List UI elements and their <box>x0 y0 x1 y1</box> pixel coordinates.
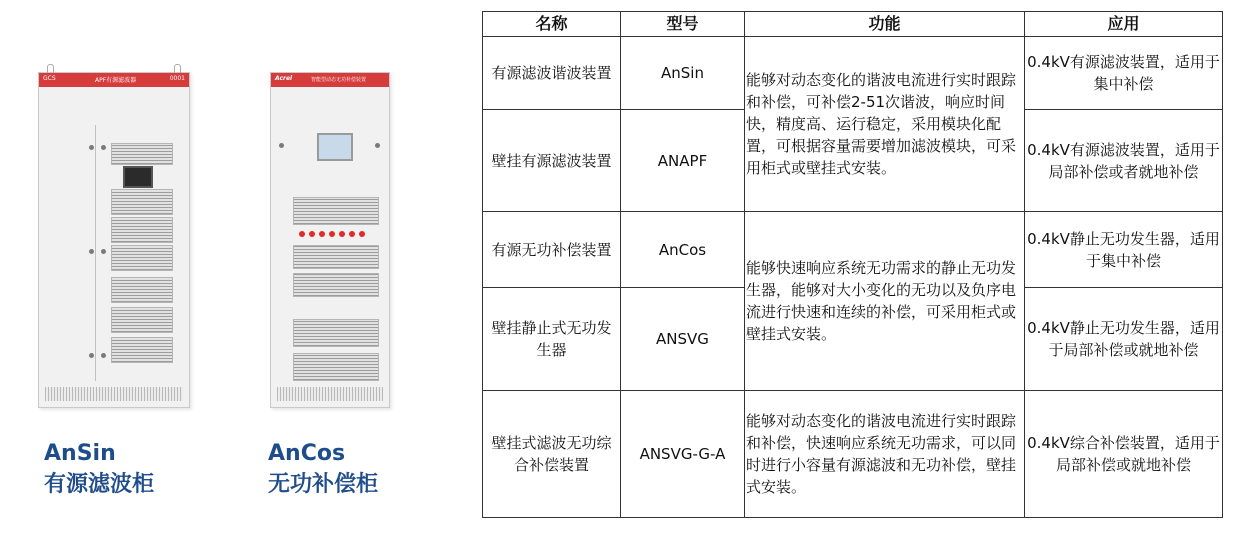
ansin-cabinet-image <box>38 72 190 408</box>
cell-name: 有源滤波谐波装置 <box>483 37 621 110</box>
cabinet-panel-label-center: APF有源滤波器 <box>95 77 137 84</box>
header-application: 应用 <box>1025 12 1223 37</box>
control-screen <box>123 166 153 188</box>
cabinet-panel-label-center: 智能型动态无功补偿装置 <box>311 77 367 83</box>
cabinet-panel-label-left: GCS <box>43 75 56 82</box>
cell-function: 能够对动态变化的谐波电流进行实时跟踪和补偿，可补偿2-51次谐波，响应时间快，精度高、运行稳定，采用模块化配置，可根据容量需要增加滤波模块，可采用柜式或壁挂式安装。 <box>745 37 1025 212</box>
cell-application: 0.4kV静止无功发生器，适用于集中补偿 <box>1025 212 1223 288</box>
cell-application: 0.4kV静止无功发生器，适用于局部补偿或就地补偿 <box>1025 288 1223 391</box>
cell-name: 有源无功补偿装置 <box>483 212 621 288</box>
cell-name: 壁挂静止式无功发生器 <box>483 288 621 391</box>
ancos-cabinet-image <box>270 72 390 408</box>
cell-model: ANSVG <box>621 288 745 391</box>
cell-model: ANAPF <box>621 110 745 212</box>
header-name: 名称 <box>483 12 621 37</box>
ancos-caption <box>268 438 378 500</box>
cabinet-top-band <box>271 73 389 87</box>
table-row <box>483 37 1223 110</box>
product-table <box>482 11 1223 518</box>
table-row <box>483 391 1223 518</box>
cell-application: 0.4kV有源滤波装置，适用于集中补偿 <box>1025 37 1223 110</box>
ancos-caption-model: AnCos <box>268 441 346 466</box>
cabinet-panel-label-right: 0001 <box>169 75 185 82</box>
cell-application: 0.4kV有源滤波装置，适用于局部补偿或者就地补偿 <box>1025 110 1223 212</box>
cell-model: AnCos <box>621 212 745 288</box>
header-model: 型号 <box>621 12 745 37</box>
ansin-caption <box>44 438 154 500</box>
cabinet-panel-brand: Acrel <box>275 75 293 82</box>
ansin-caption-name: 有源滤波柜 <box>44 472 155 497</box>
cell-name: 壁挂式滤波无功综合补偿装置 <box>483 391 621 518</box>
cell-function: 能够对动态变化的谐波电流进行实时跟踪和补偿，快速响应系统无功需求，可以同时进行小容量有源滤波和无功补偿，壁挂式安装。 <box>745 391 1025 518</box>
touch-screen <box>317 133 353 161</box>
table-row <box>483 212 1223 288</box>
table-header-row <box>483 12 1223 37</box>
cell-model: AnSin <box>621 37 745 110</box>
cell-function: 能够快速响应系统无功需求的静止无功发生器，能够对大小变化的无功以及负序电流进行快速和连续的补偿，可采用柜式或壁挂式安装。 <box>745 212 1025 391</box>
ansin-caption-model: AnSin <box>44 441 116 466</box>
header-function: 功能 <box>745 12 1025 37</box>
ancos-caption-name: 无功补偿柜 <box>268 472 379 497</box>
cabinet-top-band <box>39 73 189 87</box>
cell-application: 0.4kV综合补偿装置，适用于局部补偿或就地补偿 <box>1025 391 1223 518</box>
cell-model: ANSVG-G-A <box>621 391 745 518</box>
cell-name: 壁挂有源滤波装置 <box>483 110 621 212</box>
